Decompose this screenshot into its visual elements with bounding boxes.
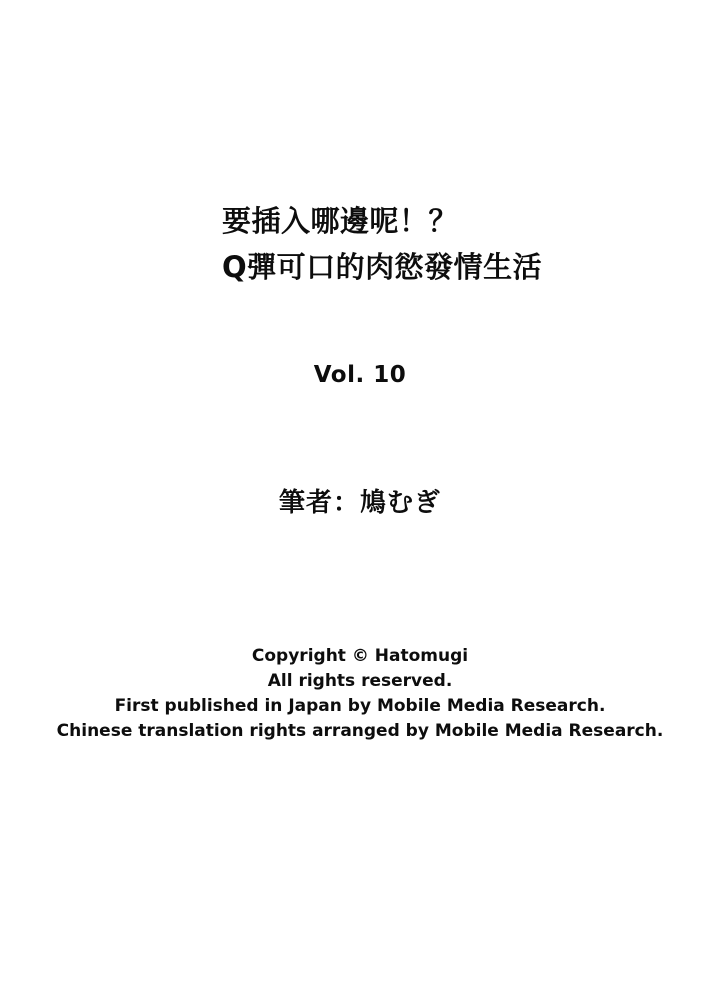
copyright-line-2: All rights reserved. — [267, 671, 453, 691]
copyright-line-4: Chinese translation rights arranged by Mobile Media Research. — [56, 721, 664, 741]
copyright-line-1: Copyright © Hatomugi — [251, 646, 469, 666]
title-line-1: 要插入哪邊呢！？ — [222, 204, 459, 238]
volume-label: Vol. 10 — [313, 362, 407, 388]
title-line-2: Q彈可口的肉慾發情生活 — [222, 250, 543, 284]
copyright-line-3: First published in Japan by Mobile Media Research. — [114, 696, 606, 716]
page-title — [0, 198, 720, 290]
copyright-block — [0, 644, 720, 744]
author-label: 筆者：鳩むぎ — [278, 488, 441, 518]
